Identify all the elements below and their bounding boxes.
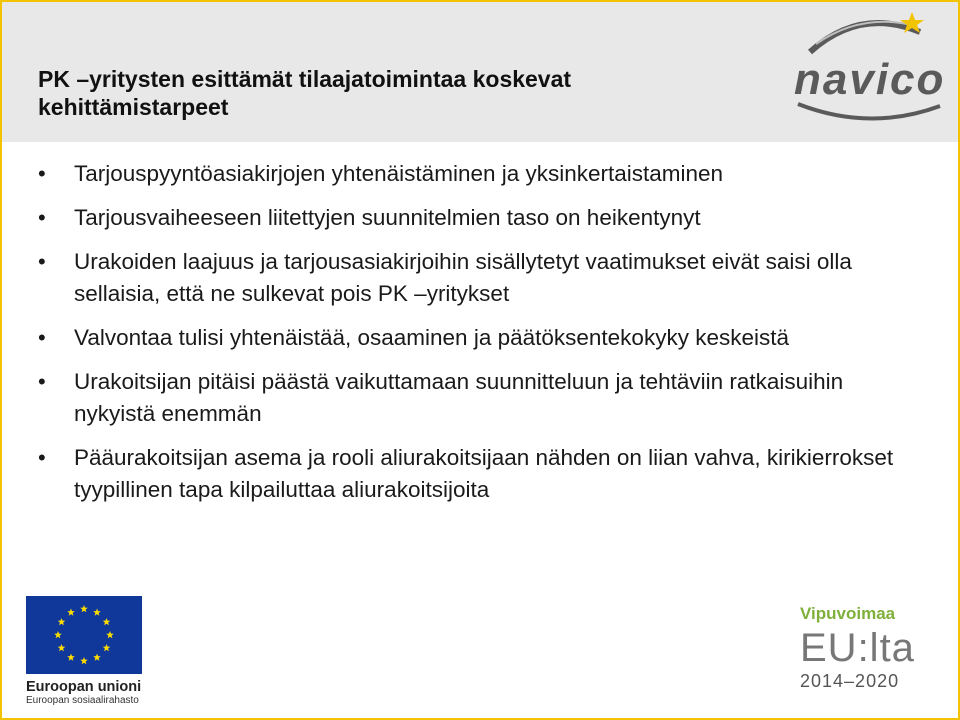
slide-title: PK –yritysten esittämät tilaajatoimintaa koskevat kehittämistarpeet xyxy=(38,66,572,120)
bullet-text: Tarjousvaiheeseen liitettyjen suunnitelmien taso on heikentynyt xyxy=(74,205,701,230)
vipuvoimaa-logo xyxy=(800,604,930,704)
bullet-glyph: • xyxy=(38,445,46,470)
bullet-text: Urakoitsijan pitäisi päästä vaikuttamaan suunnitteluun ja tehtäviin ratkaisuihin nykyistä enemmän xyxy=(74,369,844,426)
bullet-text: Urakoiden laajuus ja tarjousasiakirjoihin sisällytetyt vaatimukset eivät saisi olla sellaisia, että ne sulkevat pois PK –yritykset xyxy=(74,249,852,306)
navico-wordmark: navico xyxy=(794,55,946,104)
eu-flag-icon xyxy=(26,596,142,674)
bullet-text: Pääurakoitsijan asema ja rooli aliurakoitsijaan nähden on liian vahva, kirikierrokset tyypillinen tapa kilpailuttaa aliurakoitsijoita xyxy=(74,445,894,502)
list-item xyxy=(38,158,928,190)
bullet-glyph: • xyxy=(38,325,46,350)
list-item xyxy=(38,442,928,506)
eu-name: Euroopan unioni xyxy=(26,679,142,695)
list-item xyxy=(38,246,928,310)
eu-logo xyxy=(26,596,148,706)
bullet-glyph: • xyxy=(38,249,46,274)
list-item xyxy=(38,202,928,234)
eu-subtitle: Euroopan sosiaalirahasto xyxy=(26,695,139,706)
list-item xyxy=(38,322,928,354)
bullet-text: Valvontaa tulisi yhtenäistää, osaaminen ja päätöksentekokyky keskeistä xyxy=(74,325,789,350)
vipuvoimaa-main: EU:lta xyxy=(800,626,915,670)
bullet-glyph: • xyxy=(38,161,46,186)
vipuvoimaa-title: Vipuvoimaa xyxy=(800,604,896,623)
vipuvoimaa-years: 2014–2020 xyxy=(800,671,900,691)
navico-logo xyxy=(790,12,950,132)
bullet-glyph: • xyxy=(38,369,46,394)
bullet-text: Tarjouspyyntöasiakirjojen yhtenäistäminen ja yksinkertaistaminen xyxy=(74,161,724,186)
bullet-glyph: • xyxy=(38,205,46,230)
bullet-list xyxy=(38,158,928,518)
list-item xyxy=(38,366,928,430)
